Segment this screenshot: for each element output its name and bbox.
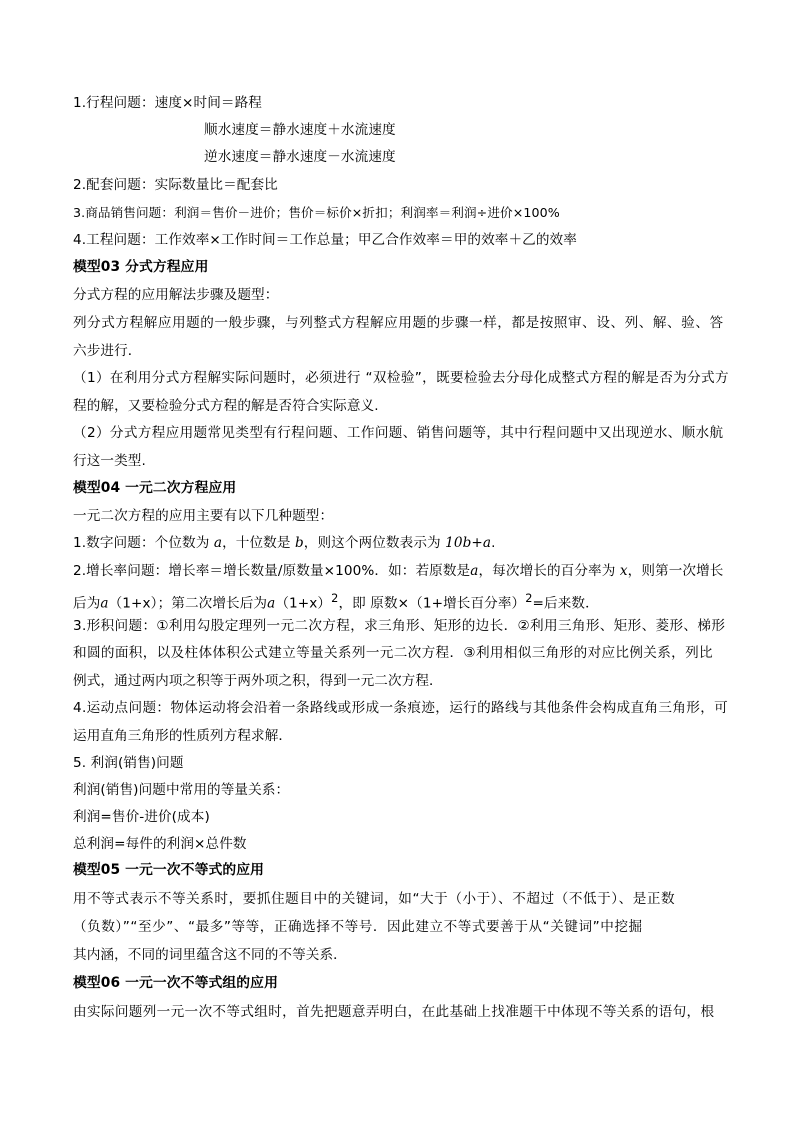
var-b: b <box>294 535 304 551</box>
text-line-21: 和圆的面积，以及柱体体积公式建立等量关系列一元二次方程．③利用相似三角形的对应比例关系，列比 <box>73 645 714 661</box>
text-line-6: 4.工程问题：工作效率×工作时间＝工作总量；甲乙合作效率＝甲的效率＋乙的效率 <box>73 232 577 248</box>
text-line-31: （负数）”“至少”、“最多”等等，正确选择不等号．因此建立不等式要善于从“关键词”中挖掘 <box>73 919 643 935</box>
text-line-34: 由实际问题列一元一次不等式组时，首先把题意弄明白，在此基础上找准题干中体现不等关系的语句，根 <box>73 1004 715 1020</box>
digit-problem-line <box>73 533 733 553</box>
digit-text-2: ，则这个两位数表示为 <box>303 535 441 551</box>
text-line-25: 5. 利润(销售)问题 <box>73 755 184 771</box>
text-line-9: 列分式方程解应用题的一般步骤，与列整式方程解应用题的步骤一样，都是按照审、设、列、解、验、答 <box>73 315 724 331</box>
section-heading-05: 模型05 一元一次不等式的应用 <box>73 862 265 878</box>
growth-text-2: ，则第一次增长 <box>627 563 724 579</box>
text-line-32: 其内涵，不同的词里蕴含这不同的不等关系． <box>73 947 347 963</box>
var-a: a <box>470 563 479 579</box>
growth-line2-text-1: （1+x）；第二次增长后为 <box>108 595 268 612</box>
text-line-26: 利润(销售)问题中常用的等量关系： <box>73 782 290 798</box>
growth-line2-text-2: （1+x） <box>275 595 332 612</box>
section-heading-04: 模型04 一元二次方程应用 <box>73 480 237 496</box>
text-line-22: 例式，通过两内项之积等于两外项之积，得到一元二次方程． <box>73 673 443 689</box>
text-line-27: 利润=售价-进价(成本) <box>73 809 210 825</box>
digit-text-1: ，十位数是 <box>222 535 291 551</box>
var-a: a <box>100 595 109 612</box>
text-line-12: 程的解，又要检验分式方程的解是否符合实际意义. <box>73 398 379 414</box>
text-line-28: 总利润=每件的利润×总件数 <box>73 836 247 852</box>
text-line-30: 用不等式表示不等关系时，要抓住题目中的关键词，如“大于（小于）、不超过（不低于）、是正数 <box>73 891 676 907</box>
text-line-10: 六步进行． <box>73 343 142 359</box>
exponent: 2 <box>525 591 533 605</box>
text-line-5: 3.商品销售问题：利润＝售价－进价；售价＝标价×折扣；利润率＝利润÷进价×100% <box>73 205 560 220</box>
var-x: x <box>619 563 628 579</box>
text-line-11: （1）在利用分式方程解实际问题时，必须进行 “双检验”，既要检验去分母化成整式方程的解是否为分式方 <box>73 370 729 386</box>
growth-text-1: ，每次增长的百分率为 <box>478 563 616 579</box>
text-line-2: 顺水速度＝静水速度＋水流速度 <box>204 122 396 138</box>
growth-problem-prefix: 2.增长率问题：增长率＝增长数量/原数量×100%．如：若原数是 <box>73 563 471 579</box>
digit-end: . <box>491 535 496 551</box>
growth-problem-line-2 <box>73 588 733 614</box>
var-a: a <box>213 535 223 551</box>
section-heading-06: 模型06 一元一次不等式组的应用 <box>73 975 278 991</box>
text-line-23: 4.运动点问题：物体运动将会沿着一条路线或形成一条痕迹，运行的路线与其他条件会构成直角三角形，可 <box>73 700 729 716</box>
text-line-1: 1.行程问题：速度×时间＝路程 <box>73 95 262 111</box>
var-a: a <box>267 595 276 612</box>
text-line-24: 运用直角三角形的性质列方程求解． <box>73 728 293 744</box>
exponent: 2 <box>331 591 339 605</box>
text-line-4: 2.配套问题：实际数量比＝配套比 <box>73 177 278 193</box>
digit-problem-prefix: 1.数字问题：个位数为 <box>73 535 210 551</box>
text-line-3: 逆水速度＝静水速度－水流速度 <box>204 149 396 165</box>
section-heading-03: 模型03 分式方程应用 <box>73 259 209 275</box>
text-line-16: 一元二次方程的应用主要有以下几种题型： <box>73 508 334 524</box>
digit-expression: 10b+a <box>445 535 492 551</box>
growth-line2-text-4: =后来数． <box>532 595 599 612</box>
text-line-20: 3.形积问题：①利用勾股定理列一元二次方程，求三角形、矩形的边长．②利用三角形、矩形、菱形、梯形 <box>73 618 726 634</box>
text-line-8: 分式方程的应用解法步骤及题型： <box>73 287 279 303</box>
growth-problem-line <box>73 561 733 581</box>
text-line-14: 行这一类型. <box>73 453 146 469</box>
growth-line2-prefix: 后为 <box>73 595 101 612</box>
text-line-13: （2）分式方程应用题常见类型有行程问题、工作问题、销售问题等，其中行程问题中又出现逆水、顺水航 <box>73 425 724 441</box>
growth-line2-text-3: ，即 原数×（1+增长百分率） <box>338 595 526 612</box>
